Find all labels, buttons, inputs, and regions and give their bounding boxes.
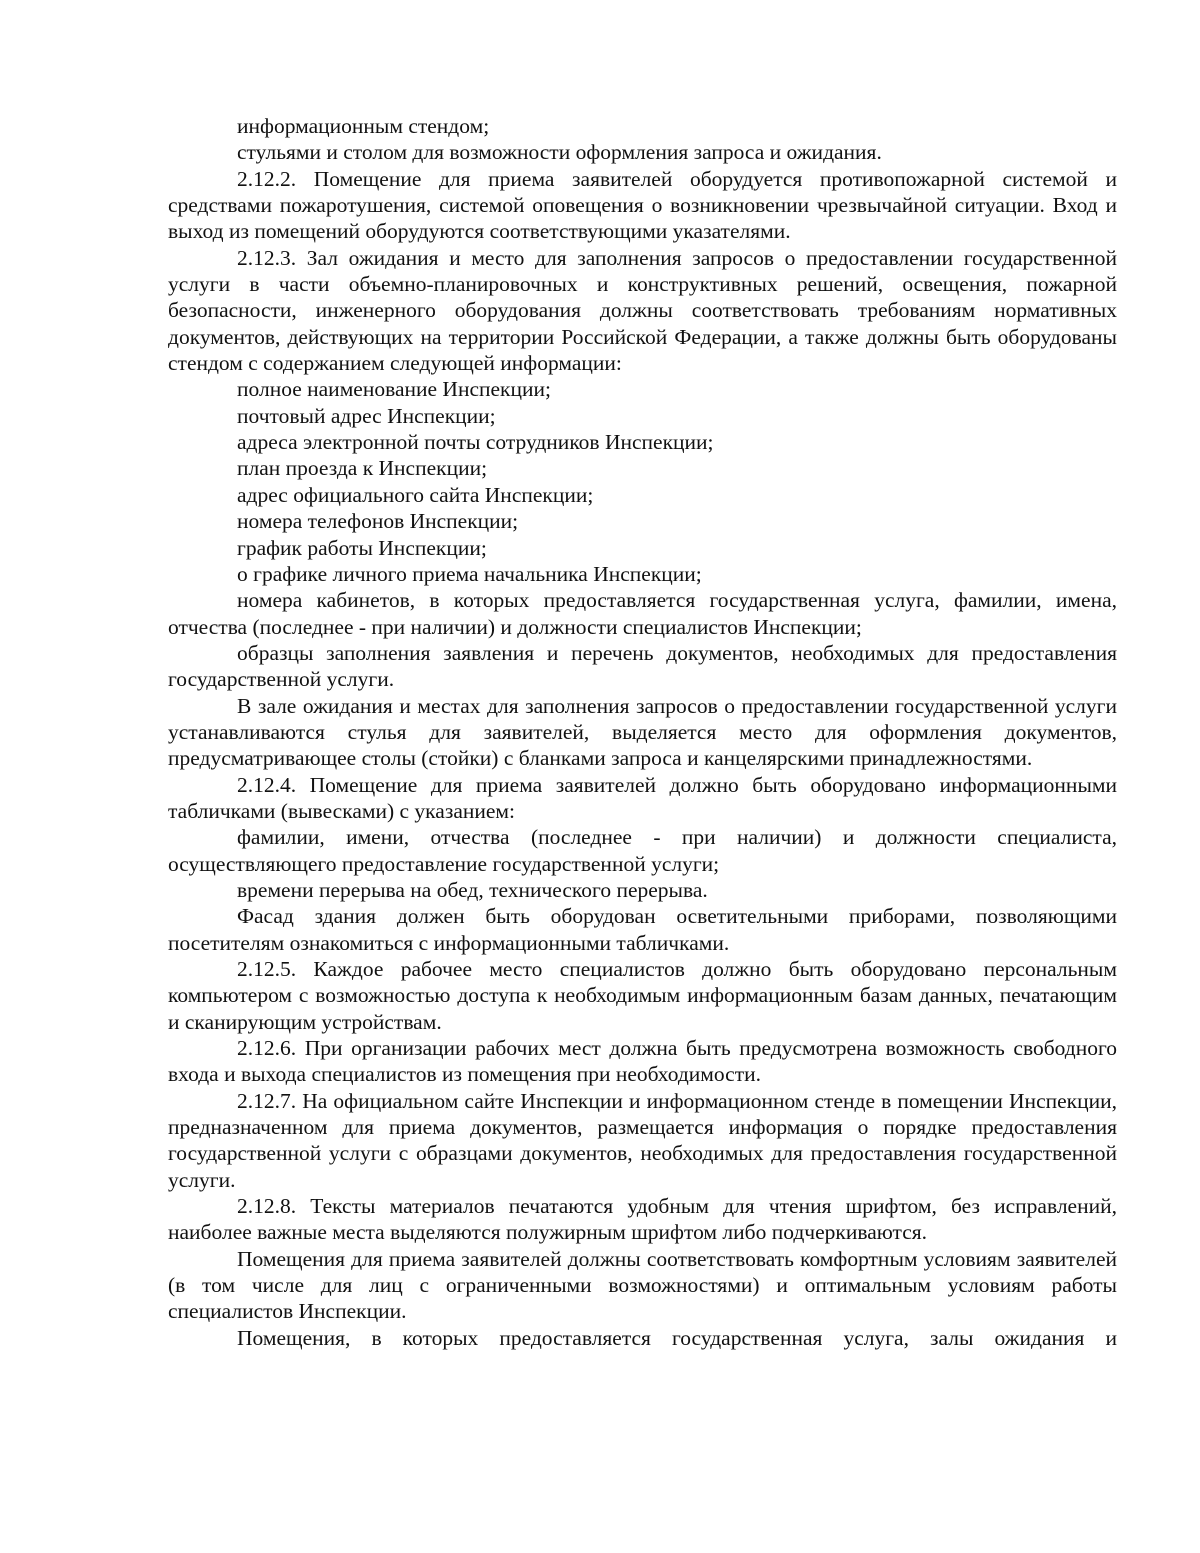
paragraph: номера телефонов Инспекции; <box>237 509 519 534</box>
paragraph: времени перерыва на обед, технического перерыва. <box>237 877 708 902</box>
paragraph: Фасад здания должен быть оборудован осветительными приборами, позволяющими посетителям ознакомиться с информационными табличками. <box>168 904 1117 955</box>
paragraph: 2.12.3. Зал ожидания и место для заполнения запросов о предоставлении государственной услуги в части объемно-планировочных и конструктивных решений, освещения, пожарной безопасности, инженерного оборудования должны соответствовать требованиям нормативных документов, действующих на территории Российской Федерации, а также должны быть оборудованы стендом с содержанием следующей информации: <box>168 245 1117 376</box>
paragraph: фамилии, имени, отчества (последнее - при наличии) и должности специалиста, осуществляющего предоставление государственной услуги; <box>168 825 1117 876</box>
paragraph: информационным стендом; <box>237 114 490 138</box>
paragraph: номера кабинетов, в которых предоставляется государственная услуга, фамилии, имена, отчества (последнее - при наличии) и должности специалистов Инспекции; <box>168 588 1117 639</box>
paragraph: план проезда к Инспекции; <box>237 456 488 481</box>
paragraph: полное наименование Инспекции; <box>237 377 551 402</box>
document-text-body <box>168 113 1117 1351</box>
paragraph: стульями и столом для возможности оформления запроса и ожидания. <box>237 140 882 165</box>
paragraph: 2.12.4. Помещение для приема заявителей должно быть оборудовано информационными табличками (вывесками) с указанием: <box>168 772 1117 823</box>
paragraph: 2.12.5. Каждое рабочее место специалистов должно быть оборудовано персональным компьютером с возможностью доступа к необходимым информационным базам данных, печатающим и сканирующим устройствам. <box>168 957 1117 1034</box>
paragraph: образцы заполнения заявления и перечень документов, необходимых для предоставления государственной услуги. <box>168 640 1117 692</box>
paragraph: о графике личного приема начальника Инспекции; <box>237 561 702 586</box>
paragraph: адрес официального сайта Инспекции; <box>237 482 594 507</box>
paragraph: В зале ожидания и местах для заполнения запросов о предоставлении государственной услуги устанавливаются стулья для заявителей, выделяется место для оформления документов, предусматривающее столы (стойки) с бланками запроса и канцелярскими принадлежностями. <box>168 693 1117 771</box>
paragraph: график работы Инспекции; <box>237 535 487 560</box>
paragraph: 2.12.6. При организации рабочих мест должна быть предусмотрена возможность свободного входа и выхода специалистов из помещения при необходимости. <box>168 1036 1117 1087</box>
paragraph: 2.12.7. На официальном сайте Инспекции и информационном стенде в помещении Инспекции, предназначенном для приема документов, размещается информация о порядке предоставления государственной услуги с образцами документов, необходимых для предоставления государственной услуги. <box>168 1088 1117 1192</box>
paragraph: 2.12.2. Помещение для приема заявителей оборудуется противопожарной системой и средствами пожаротушения, системой оповещения о возникновении чрезвычайной ситуации. Вход и выход из помещений оборудуются соответствующими указателями. <box>168 166 1117 244</box>
paragraph: 2.12.8. Тексты материалов печатаются удобным для чтения шрифтом, без исправлений, наиболее важные места выделяются полужирным шрифтом либо подчеркиваются. <box>168 1194 1117 1245</box>
paragraph: Помещения, в которых предоставляется государственная услуга, залы ожидания и <box>237 1325 1117 1350</box>
paragraph: почтовый адрес Инспекции; <box>237 403 496 428</box>
paragraph: адреса электронной почты сотрудников Инспекции; <box>237 430 714 455</box>
paragraph: Помещения для приема заявителей должны соответствовать комфортным условиям заявителей (в том числе для лиц с ограниченными возможностями) и оптимальным условиям работы специалистов Инспекции. <box>168 1246 1117 1324</box>
